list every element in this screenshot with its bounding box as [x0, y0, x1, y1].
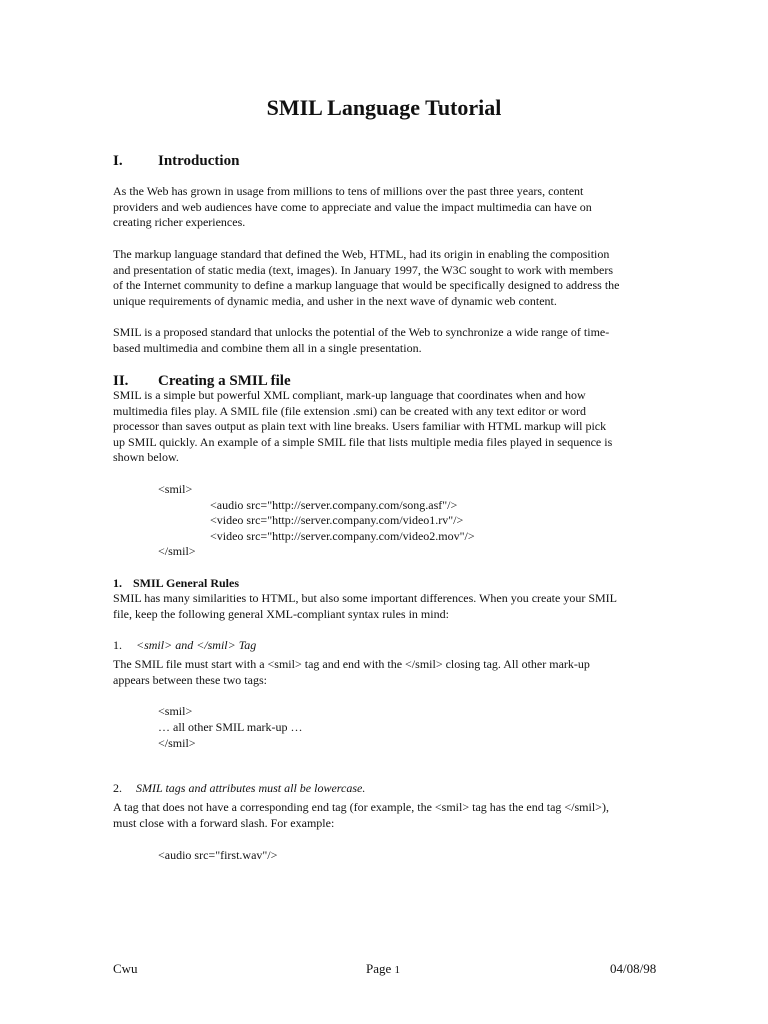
rule-2-paragraph: A tag that does not have a corresponding end tag (for example, the <smil> tag has the end tag </smil>), must close with a forward slash. For example:: [113, 800, 609, 830]
section-1-title: Introduction: [158, 153, 240, 169]
rule-1-code-close: </smil>: [158, 736, 196, 750]
section-2-title: Creating a SMIL file: [158, 373, 291, 389]
rule-1-code-body: … all other SMIL mark-up …: [158, 720, 303, 734]
rule-1-paragraph: The SMIL file must start with a <smil> tag and end with the </smil> closing tag. All other mark-up appears between these two tags:: [113, 657, 590, 687]
section-1-number: I.: [113, 153, 123, 169]
footer-date: 04/08/98: [610, 961, 657, 976]
page-title: SMIL Language Tutorial: [266, 95, 502, 120]
general-rules-heading: 1. SMIL General Rules: [113, 576, 240, 590]
rule-2-heading: 2. SMIL tags and attributes must all be lowercase.: [113, 781, 366, 795]
intro-paragraph-2: The markup language standard that defined the Web, HTML, had its origin in enabling the composition and presentation of static media (text, images). In January 1997, the W3C sought to work with members of the Internet community to define a markup language that would be specifically designed to address the unique requirements of dynamic media, and usher in the next wave of dynamic web content.: [113, 247, 620, 308]
code-line-video1: <video src="http://server.company.com/video1.rv"/>: [210, 513, 464, 527]
code-smil-close: </smil>: [158, 544, 196, 558]
rule-2-code: <audio src="first.wav"/>: [158, 848, 278, 862]
footer-page-number: 1: [394, 964, 401, 976]
intro-paragraph-3: SMIL is a proposed standard that unlocks the potential of the Web to synchronize a wide range of time- based multimedia and combine them all in a single presentation.: [113, 325, 610, 355]
rule-1-heading: 1. <smil> and </smil> Tag: [113, 638, 257, 652]
general-rules-paragraph: SMIL has many similarities to HTML, but also some important differences. When you create your SMIL file, keep the following general XML-compliant syntax rules in mind:: [113, 591, 618, 621]
rule-1-code-open: <smil>: [158, 704, 193, 718]
section-1-heading: [113, 151, 239, 171]
code-line-video2: <video src="http://server.company.com/video2.mov"/>: [210, 529, 475, 543]
code-line-audio: <audio src="http://server.company.com/song.asf"/>: [210, 498, 458, 512]
footer-author: Cwu: [113, 961, 138, 976]
creating-paragraph: SMIL is a simple but powerful XML compliant, mark-up language that coordinates when and how multimedia files play. A SMIL file (file extension .smi) can be created with any text editor or word processor than saves output as plain text with line breaks. Users familiar with HTML markup will pick up SMIL quickly. An example of a simple SMIL file that lists multiple media files played in sequence is shown below.: [113, 388, 613, 465]
footer-page: [366, 961, 400, 978]
section-2-number: II.: [113, 373, 129, 389]
code-smil-open: <smil>: [158, 482, 193, 496]
intro-paragraph-1: As the Web has grown in usage from millions to tens of millions over the past three years, content providers and web audiences have come to appreciate and value the impact multimedia can have on creating richer experiences.: [113, 184, 592, 230]
footer-page-label: Page: [366, 961, 392, 976]
